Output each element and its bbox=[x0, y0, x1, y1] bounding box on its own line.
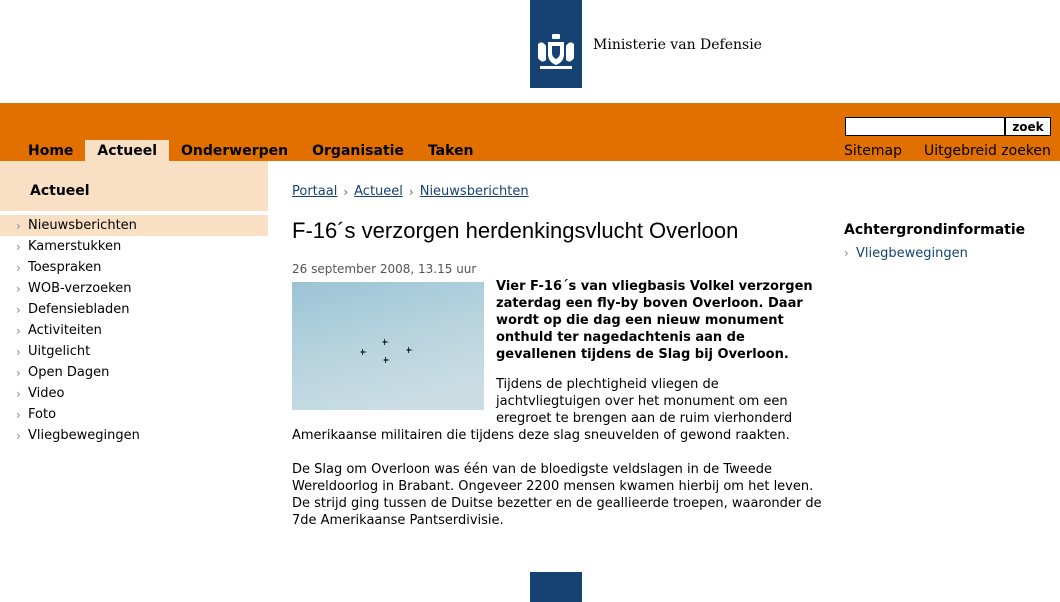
logo-bar[interactable] bbox=[530, 0, 582, 88]
nav-item-organisatie[interactable]: Organisatie bbox=[312, 143, 404, 159]
chevron-right-icon: › bbox=[844, 246, 849, 260]
sidebar-menu bbox=[0, 215, 268, 446]
sidebar-item-uitgelicht[interactable]: › Uitgelicht bbox=[16, 344, 91, 359]
chevron-right-icon: › bbox=[16, 344, 21, 359]
sidebar-item-activiteiten[interactable]: › Activiteiten bbox=[16, 323, 102, 338]
sidebar-item-nieuwsberichten[interactable]: › Nieuwsberichten bbox=[0, 215, 268, 236]
coat-of-arms-icon bbox=[534, 30, 578, 74]
breadcrumb-actueel[interactable]: Actueel bbox=[354, 184, 403, 199]
chevron-right-icon: › bbox=[16, 281, 21, 296]
article-intro: Vier F-16´s van vliegbasis Volkel verzorgen zaterdag een fly-by boven Overloon. Daar wordt op die dag een nieuw monument onthuld ter nagedachtenis aan de gevallenen tijdens de Slag bij Overloon. bbox=[496, 279, 813, 362]
search-input[interactable] bbox=[845, 117, 1005, 136]
breadcrumb-nieuwsberichten[interactable]: Nieuwsberichten bbox=[419, 184, 529, 199]
chevron-right-icon: › bbox=[16, 365, 21, 380]
nav-item-actueel[interactable]: Actueel bbox=[85, 140, 169, 161]
sidebar-item-defensiebladen[interactable]: › Defensiebladen bbox=[16, 302, 130, 317]
related-title: Achtergrondinformatie bbox=[844, 222, 1026, 238]
nav-item-onderwerpen[interactable]: Onderwerpen bbox=[181, 143, 289, 159]
advanced-search-link[interactable]: Uitgebreid zoeken bbox=[924, 143, 1051, 159]
sidebar-item-open-dagen[interactable]: › Open Dagen bbox=[16, 365, 110, 380]
chevron-right-icon: › bbox=[16, 239, 21, 254]
article-date: 26 september 2008, 13.15 uur bbox=[292, 262, 477, 276]
jets-in-formation-image bbox=[292, 282, 484, 410]
chevron-right-icon: › bbox=[16, 323, 21, 338]
chevron-right-icon: › bbox=[16, 407, 21, 422]
nav-item-taken[interactable]: Taken bbox=[427, 143, 474, 159]
breadcrumb-portaal[interactable]: Portaal bbox=[292, 184, 338, 199]
article-paragraph-2: De Slag om Overloon was één van de bloedigste veldslagen in de Tweede Wereldoorlog in Brabant. Ongeveer 2200 mensen kwamen hierbij om het leven. De strijd ging tussen de Duitse bezetter en de geallieerde troepen, waaronder de 7de Amerikaanse Pantserdivisie. bbox=[292, 462, 822, 528]
article-photo bbox=[292, 282, 484, 410]
sidebar-item-foto[interactable]: › Foto bbox=[16, 407, 57, 422]
sidebar-title: Actueel bbox=[30, 183, 90, 199]
article-paragraph-1: Tijdens de plechtigheid vliegen de jachtvliegtuigen over het monument om een eregroet te brengen aan de ruim vierhonderd bbox=[496, 377, 793, 426]
related-link-vliegbewegingen[interactable]: › Vliegbewegingen bbox=[844, 246, 968, 261]
sidebar-item-video[interactable]: › Video bbox=[16, 386, 65, 401]
nav-item-home[interactable]: Home bbox=[28, 143, 74, 159]
footer-logo-block bbox=[530, 572, 582, 602]
sidebar-item-vliegbewegingen[interactable]: › Vliegbewegingen bbox=[16, 428, 140, 443]
chevron-right-icon: › bbox=[16, 386, 21, 401]
chevron-right-icon: › bbox=[16, 428, 21, 443]
sidebar-item-wob-verzoeken[interactable]: › WOB-verzoeken bbox=[16, 281, 132, 296]
chevron-right-icon: › bbox=[16, 260, 21, 275]
chevron-right-icon: › bbox=[16, 218, 21, 233]
article-title: F-16´s verzorgen herdenkingsvlucht Overloon bbox=[292, 218, 739, 243]
chevron-right-icon: › bbox=[408, 184, 414, 199]
chevron-right-icon: › bbox=[16, 302, 21, 317]
breadcrumb bbox=[292, 184, 529, 199]
article-paragraph-1-continued: Amerikaanse militairen die tijdens deze slag sneuvelden of gewond raakten. bbox=[292, 428, 790, 443]
ministry-name: Ministerie van Defensie bbox=[593, 37, 762, 53]
sidebar-item-kamerstukken[interactable]: › Kamerstukken bbox=[16, 239, 122, 254]
main-nav bbox=[16, 140, 486, 161]
sitemap-link[interactable]: Sitemap bbox=[844, 143, 902, 159]
search-button[interactable]: zoek bbox=[1005, 117, 1051, 136]
content-top-strip bbox=[268, 161, 1060, 173]
sidebar-item-toespraken[interactable]: › Toespraken bbox=[16, 260, 102, 275]
chevron-right-icon: › bbox=[343, 184, 349, 199]
